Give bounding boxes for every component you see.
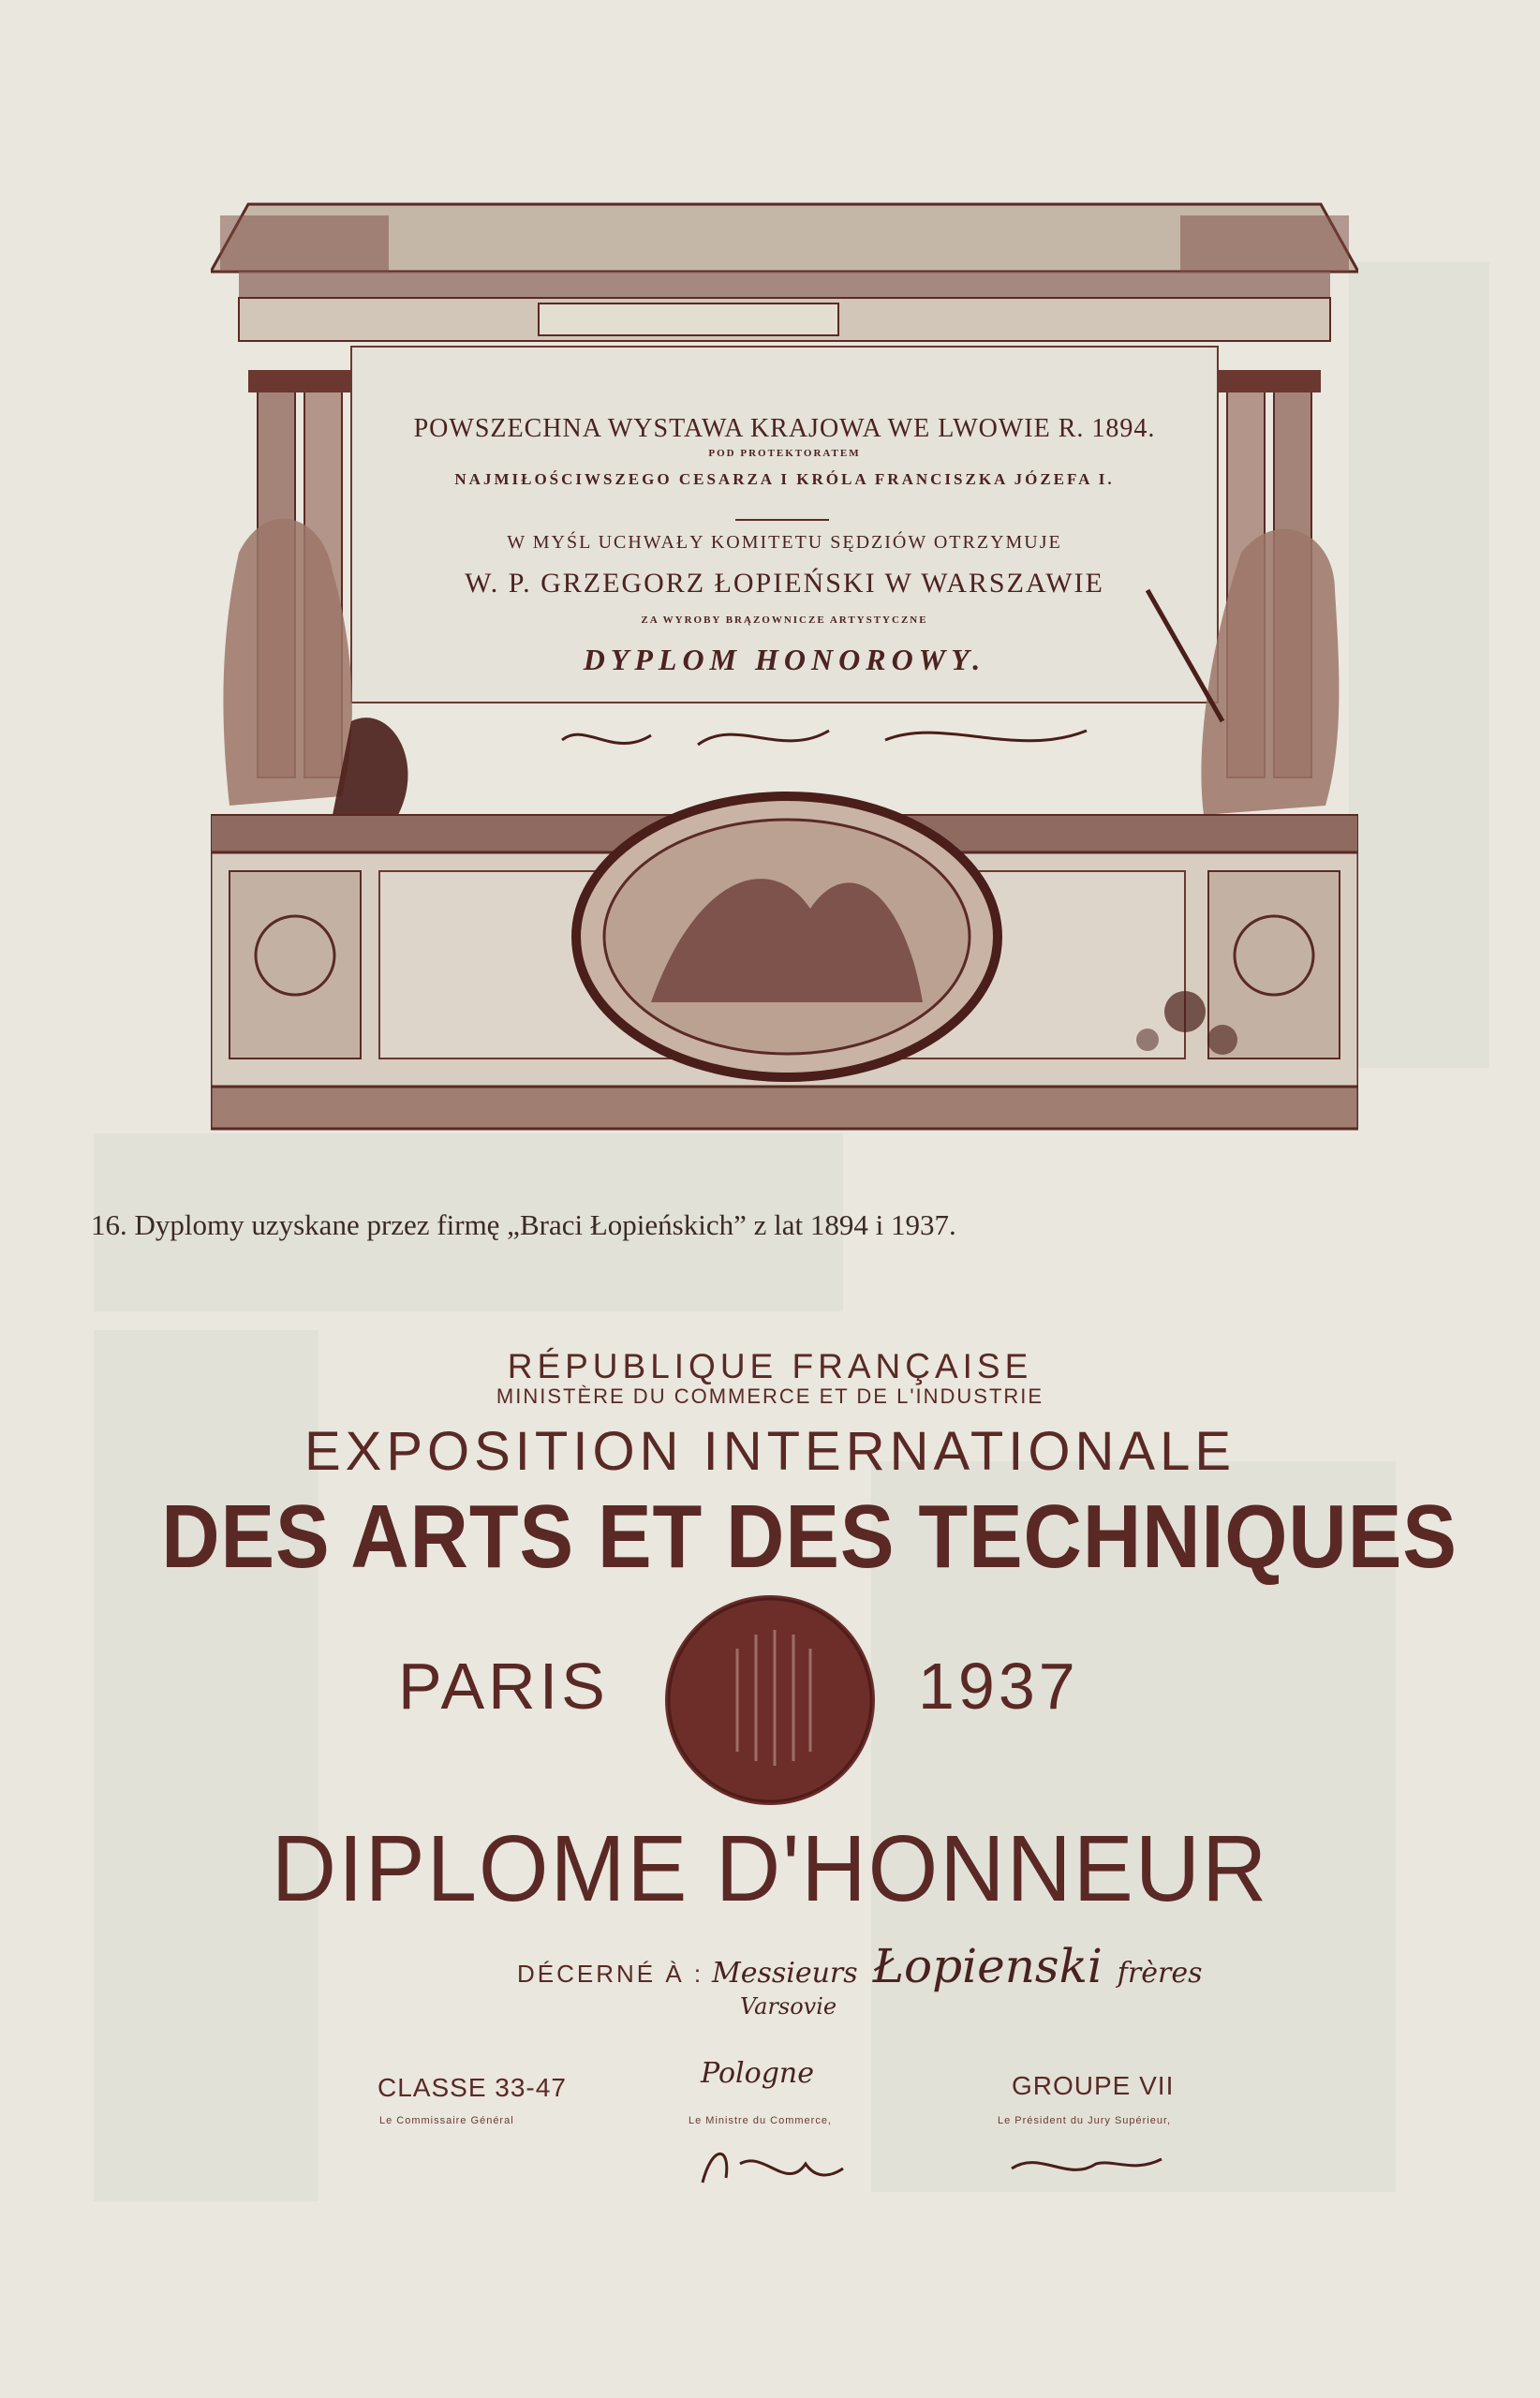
diploma-1894 — [211, 197, 1358, 1133]
reverse-page-shadow — [1349, 262, 1489, 1068]
recipient-line: W. P. GRZEGORZ ŁOPIEŃSKI W WARSZAWIE — [465, 568, 1104, 599]
resolution-line: W MYŚL UCHWAŁY KOMITETU SĘDZIÓW OTRZYMUJE — [507, 532, 1062, 553]
exposition-title: EXPOSITION INTERNATIONALE — [304, 1421, 1236, 1482]
country-handwritten: Pologne — [701, 2057, 814, 2090]
signatures-graphic — [674, 2126, 1199, 2211]
work-line: ZA WYROBY BRĄZOWNICZE ARTYSTYCZNE — [641, 614, 928, 626]
signature-caption-middle: Le Ministre du Commerce, — [689, 2115, 832, 2126]
recipient-name: Łopienski — [872, 1939, 1103, 1993]
exposition-seal-icon — [662, 1592, 878, 1808]
signature-caption-left: Le Commissaire Général — [379, 2115, 514, 2126]
year-label: 1937 — [918, 1650, 1079, 1723]
groupe-label: GROUPE VII — [1012, 2071, 1175, 2100]
ministry-line: MINISTÈRE DU COMMERCE ET DE L'INDUSTRIE — [496, 1384, 1044, 1408]
exhibition-title: POWSZECHNA WYSTAWA KRAJOWA WE LWOWIE R. 1894. — [413, 414, 1156, 443]
recipient-prefix: Messieurs — [712, 1957, 858, 1990]
signature-caption-right: Le Président du Jury Supérieur, — [998, 2115, 1172, 2126]
republic-line: RÉPUBLIQUE FRANÇAISE — [507, 1347, 1033, 1385]
arts-techniques-title: DES ARTS ET DES TECHNIQUES — [161, 1487, 1458, 1587]
awarded-to-label: DÉCERNÉ À : — [517, 1960, 704, 1988]
diploma-title: DIPLOME D'HONNEUR — [271, 1816, 1269, 1921]
protectorate-line: POD PROTEKTORATEM — [708, 448, 861, 459]
city-label: PARIS — [398, 1650, 609, 1723]
emperor-line: NAJMIŁOŚCIWSZEGO CESARZA I KRÓLA FRANCISZKA JÓZEFA I. — [454, 470, 1115, 488]
classe-label: CLASSE 33-47 — [378, 2073, 567, 2102]
award-title: DYPLOM HONOROWY. — [583, 643, 986, 676]
figure-caption: 16. Dyplomy uzyskane przez firmę „Braci Łopieńskich” z lat 1894 i 1937. — [91, 1208, 956, 1241]
recipient-city: Varsovie — [740, 1993, 837, 2020]
recipient-suffix: frères — [1117, 1957, 1203, 1990]
recipient-handwritten — [712, 1939, 1202, 1993]
